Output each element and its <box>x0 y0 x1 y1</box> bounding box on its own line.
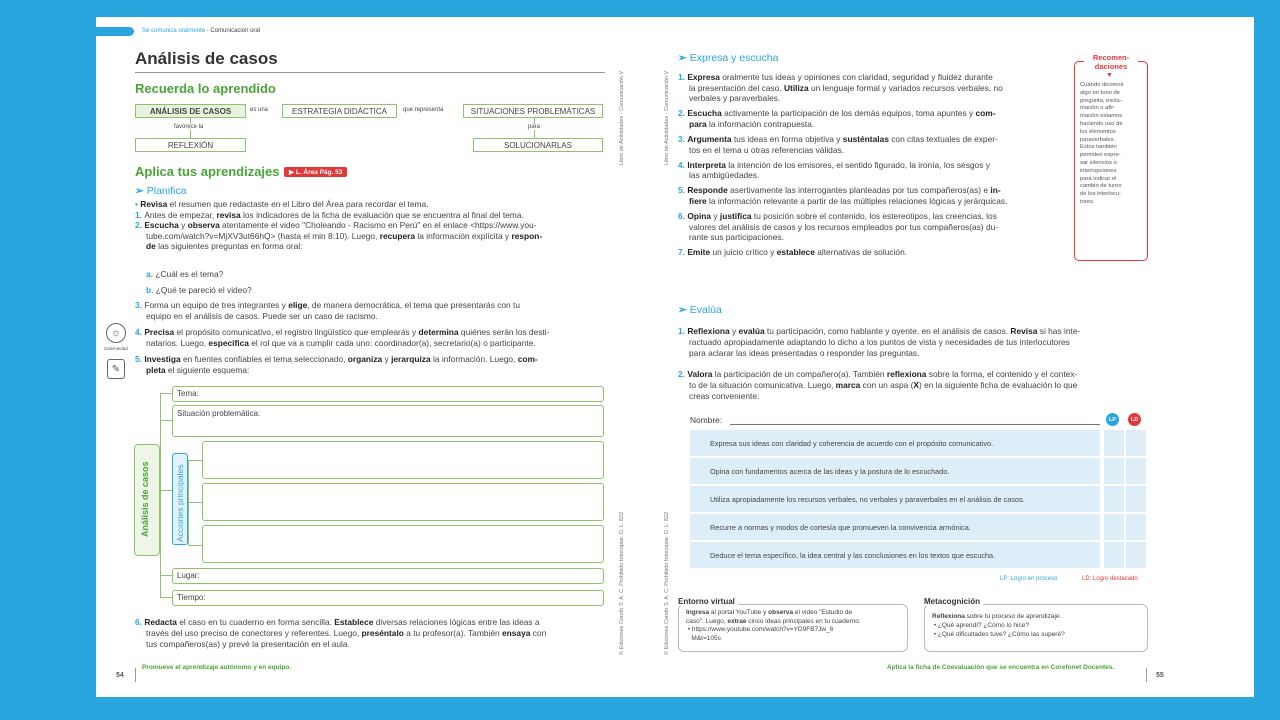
expresa-line-text: un lenguaje formal y variados recursos verbales, no <box>808 82 1003 93</box>
area-page-badge[interactable] <box>284 167 347 177</box>
item-6-text: a tu profesor(a). También <box>403 628 502 638</box>
item-4-bold: Precisa <box>144 327 175 337</box>
planifica-line-number: 2. <box>135 220 145 231</box>
item-6-text: el caso en tu cuaderno en forma sencilla. <box>176 617 335 627</box>
expresa-line-text: la presentación del caso. <box>689 82 784 93</box>
question-a <box>146 269 223 280</box>
evalua-bold: marca <box>835 380 861 390</box>
item-5-text: y <box>382 354 392 364</box>
expresa-item-number: 5. <box>678 185 688 196</box>
expresa-item-number: 1. <box>678 72 688 82</box>
evaluation-row <box>690 542 1100 568</box>
item-4-text: el rol que va a cumplir cada uno: coordinador(a), secretario(a) o participante. <box>248 338 536 348</box>
schema-tiempo-field[interactable] <box>172 590 604 606</box>
right-margin <box>1176 17 1254 697</box>
expresa-line <box>678 185 1068 196</box>
expresa-line-text: las ambigüedades. <box>689 170 760 181</box>
question-b-text: ¿Qué te pareció el video? <box>155 285 252 295</box>
expresa-line <box>678 160 1068 171</box>
map-favorece: favorece la <box>174 124 204 130</box>
expresa-line-text: la información relevante a partir de las múltiples relaciones lógicas y jerárquicas. <box>706 195 1008 206</box>
acciones-branch <box>188 545 202 546</box>
planifica-line-text: y <box>178 220 188 231</box>
section-recuerda: Recuerda lo aprendido <box>135 81 276 96</box>
item-5-bold: com- <box>517 354 538 364</box>
expresa-line-text: valores del análisis de casos y los recursos empleados por tus compañeros(as) du- <box>689 221 999 232</box>
evalua-bold: Reflexiona <box>687 326 730 336</box>
evaluation-table <box>690 430 1148 570</box>
item-6-bold: Redacta <box>144 617 177 627</box>
schema-branch <box>160 575 172 576</box>
meta-text: sobre tu proceso de aprendizaje. <box>964 613 1062 620</box>
lp-checkbox[interactable] <box>1104 458 1124 484</box>
evalua-item-1-line2: ractuado apropiadamente adaptando lo dicho a los puntos de vista y necesidades de tus interlocutores <box>689 337 1070 347</box>
evalua-item-2 <box>678 369 1077 380</box>
breadcrumb-marker <box>96 27 134 36</box>
ld-checkbox[interactable] <box>1126 514 1146 540</box>
expresa-line-text: Argumenta <box>687 133 732 144</box>
left-side-vertical-text: Libro de Actividades - Comunicación V <box>619 70 625 165</box>
lp-badge: LP <box>1106 413 1119 426</box>
arrow-circle-icon: ➢ <box>678 304 687 316</box>
expresa-line-text: Responde <box>687 185 728 196</box>
item-3-text: Forma un equipo de tres integrantes y <box>144 300 289 310</box>
expresa-line-text: tus ideas en forma objetiva y <box>731 133 843 144</box>
expresa-line-text: Escucha <box>687 108 722 119</box>
expresa-line-text: susténtalas <box>842 133 889 144</box>
item-5 <box>135 354 538 365</box>
expresa-line-text: oralmente tus ideas y opiniones con claridad, seguridad y fluidez durante <box>719 72 993 82</box>
right-page-number: 55 <box>1156 672 1164 679</box>
expresa-line-text: la intención de los emisores, el sentido figurado, la ironía, los sesgos y <box>725 159 990 170</box>
accion-field-2[interactable] <box>202 483 604 521</box>
ld-checkbox[interactable] <box>1126 542 1146 568</box>
schema-branch <box>160 420 172 421</box>
planifica-line-text: recupera <box>379 230 416 241</box>
schema-branch <box>160 597 172 598</box>
left-page-number: 54 <box>116 672 124 679</box>
expresa-line-text: in- <box>990 185 1001 196</box>
entorno-text: caso". Luego, <box>686 617 728 625</box>
ld-checkbox[interactable] <box>1126 430 1146 456</box>
right-side-vertical-text: Libro de Actividades - Comunicación V <box>664 70 670 165</box>
map-para: para <box>528 124 541 130</box>
acciones-trunk <box>188 460 189 546</box>
evaluation-row <box>690 458 1100 484</box>
item-4-text: quiénes serán los desti- <box>458 327 550 337</box>
evaluation-row <box>690 430 1100 456</box>
expresa-line <box>678 232 1068 243</box>
evalua-item-2-line3: creas conveniente: <box>689 391 760 401</box>
question-a-letter: a. <box>146 269 153 279</box>
planifica-line-text: el resumen que redactaste en el Libro del Área para recordar el tema. <box>167 199 429 209</box>
schema-branch <box>160 393 172 394</box>
item-5-text: en fuentes confiables el tema seleccionado, <box>180 354 348 364</box>
planifica-line-text: Escucha <box>144 220 179 231</box>
planifica-line-text: Antes de empezar, <box>144 209 217 220</box>
nombre-input-line[interactable] <box>730 424 1100 425</box>
item-3-text: , de manera democrática, el tema que presentarás con tu <box>307 300 521 310</box>
expresa-line-text: activamente la participación de los demás equipos, toma apuntes y <box>721 108 976 119</box>
schema-lugar-label: Lugar: <box>177 571 200 580</box>
expresa-item-number: 7. <box>678 247 688 258</box>
entorno-bold: observa <box>768 609 794 616</box>
expresa-line-text: establece <box>776 247 815 258</box>
evalua-text: y <box>729 326 739 336</box>
acciones-branch <box>188 460 202 461</box>
solemnidad-label: Solemnidad <box>104 346 128 351</box>
lp-checkbox[interactable] <box>1104 430 1124 456</box>
item-6-bold: preséntalo <box>361 628 404 638</box>
map-estrategia: ESTRATEGIA DIDÁCTICA <box>282 104 397 118</box>
item-5-line2 <box>146 365 249 376</box>
expresa-line-text: con citas textuales de exper- <box>888 133 998 144</box>
map-que-representa: que representa <box>403 107 444 113</box>
evaluation-row <box>690 514 1100 540</box>
evalua-bold: Valora <box>687 369 713 379</box>
planifica-line <box>135 231 605 242</box>
evaluation-criterion: Expresa sus ideas con claridad y coherencia de acuerdo con el propósito comunicativo. <box>710 438 994 448</box>
right-footer-text: Aplica la ficha de Coevaluación que se encuentra en Corefonet Docentes. <box>887 664 1115 671</box>
evalua-item-1 <box>678 326 1080 337</box>
entorno-bold: Ingresa <box>686 609 710 616</box>
evalua-bold: Revisa <box>1010 326 1038 336</box>
evalua-text: sobre la forma, el contenido y el contex- <box>926 369 1078 379</box>
expresa-item <box>678 108 1068 129</box>
evalua-item-1-line3: para aclarar las ideas presentadas o responder las preguntas. <box>689 348 920 358</box>
entorno-virtual-text: Ingresa al portal YouTube y observa el video "Estudio de caso". Luego, extrae cinco ideas principales en tu cuaderno. • https://www.youtube.com/watch?v=YD9FB7Jw_6 M&t=105s <box>686 609 861 642</box>
item-5-bold: jerarquiza <box>391 354 431 364</box>
item-4-bold: especifica <box>208 338 249 348</box>
evaluation-criterion: Recurre a normas y modos de cortesía que promueven la convivencia armónica. <box>710 522 971 532</box>
map-situaciones: SITUACIONES PROBLEMÁTICAS <box>463 104 603 118</box>
evaluation-criterion: Utiliza apropiadamente los recursos verbales, no verbales y paraverbales en el análisis de casos. <box>710 494 1025 504</box>
expresa-line-text: la información contrapuesta. <box>706 118 815 129</box>
item-5-bold: Investiga <box>144 354 181 364</box>
item-5-bold: organiza <box>347 354 383 364</box>
evalua-text: ) en la siguiente ficha de evaluación lo que <box>919 380 1078 390</box>
planifica-line-text: tube.com/watch?v=MjXV3ut66hQ> (hasta el min 8:10). Luego, <box>146 230 380 241</box>
item-4-number: 4. <box>135 327 142 337</box>
expresa-line-text: verbales y paraverbales. <box>689 93 781 104</box>
chevron-down-icon: ▼ <box>1106 72 1113 79</box>
item-6-bold: Establece <box>334 617 374 627</box>
section-aplica: Aplica tus aprendizajes <box>135 164 280 179</box>
expresa-line <box>678 196 1068 207</box>
expresa-item <box>678 211 1068 243</box>
evaluation-criterion: Deduce el tema específico, la idea central y las conclusiones en los textos que escucha. <box>710 550 996 560</box>
arrow-circle-icon: ➢ <box>135 185 144 197</box>
item-6-number: 6. <box>135 617 142 627</box>
lp-checkbox[interactable] <box>1104 542 1124 568</box>
ld-checkbox[interactable] <box>1126 458 1146 484</box>
accion-field-1[interactable] <box>202 441 604 479</box>
expresa-line-text: un juicio crítico y <box>710 247 777 258</box>
youtube-link[interactable]: https://www.youtube.com/watch?v=YD9FB7Jw_6 <box>691 626 834 633</box>
expresa-item <box>678 160 1068 181</box>
breadcrumb-part2: Comunicación oral <box>210 28 261 34</box>
expresa-line-text: Utiliza <box>783 82 809 93</box>
arrow-circle-icon: ➢ <box>678 52 687 64</box>
schema-root-label: Análisis de casos <box>140 461 150 537</box>
map-reflexion: REFLEXIÓN <box>135 138 246 152</box>
item-4 <box>135 327 549 338</box>
legend-lp: LP: Logro en proceso <box>1000 576 1058 582</box>
expresa-line-text: y <box>711 211 720 222</box>
expresa-line <box>678 247 1068 258</box>
metacognicion-title: Metacognición <box>924 597 983 606</box>
youtube-link-continued[interactable]: M&t=105s <box>691 634 721 642</box>
schema-branch <box>160 490 172 491</box>
left-side-copyright: © Ediciones Corefo S. A. C. Prohibido fotocopiar. D. L. 822 <box>619 511 625 655</box>
acciones-label: Acciones principales <box>175 464 185 542</box>
expresa-line <box>678 93 1068 104</box>
item-4-text: el propósito comunicativo, el registro lingüístico que emplearás y <box>174 327 419 337</box>
item-6-line3: tus compañeros(as) y prevé la presentación en el aula. <box>146 639 350 649</box>
item-6-text: con <box>530 628 547 638</box>
schema-situacion-field[interactable] <box>172 405 604 437</box>
evalua-text: la participación de un compañero(a). También <box>712 369 887 379</box>
entorno-bold: extrae <box>727 617 747 625</box>
evalua-item-1-number: 1. <box>678 326 685 336</box>
planifica-line-text: observa <box>187 220 220 231</box>
item-4-text: natarios. Luego, <box>146 338 209 348</box>
accion-field-3[interactable] <box>202 525 604 563</box>
ld-checkbox[interactable] <box>1126 486 1146 512</box>
expresa-line <box>678 83 1068 94</box>
evalua-text: tu participación, como hablante y oyente, en el análisis de casos. <box>764 326 1011 336</box>
expresa-line <box>678 170 1068 181</box>
left-footer-text: Promueve el aprendizaje autónomo y en equipo. <box>142 664 292 671</box>
item-5-number: 5. <box>135 354 142 364</box>
item-6 <box>135 617 540 628</box>
sub-evalua-label: Evalúa <box>689 304 722 316</box>
lp-checkbox[interactable] <box>1104 514 1124 540</box>
evalua-item-2-line2 <box>689 380 1077 391</box>
meta-question-1: ¿Qué aprendí? ¿Cómo lo hice? <box>937 622 1029 629</box>
expresa-line-text: fiere <box>689 195 707 206</box>
breadcrumb-separator: - <box>205 28 211 34</box>
entorno-text: al portal YouTube y <box>709 609 769 616</box>
evalua-text: to de la situación comunicativa. Luego, <box>689 380 836 390</box>
evalua-item-2-number: 2. <box>678 369 685 379</box>
entorno-virtual-title: Entorno virtual <box>678 597 738 606</box>
expresa-line-text: Expresa <box>687 72 720 82</box>
schema-tiempo-label: Tiempo: <box>177 593 206 602</box>
recommendations-text: Cuando decimos algo en tono de pregunta, excla- mación o afir- mación estamos haciendo uso de los elementos paraverbales. Estos también permiten expre- sar silencios o interrupciones para indicar el cambio de turno de los interlocu- tores. <box>1080 82 1124 205</box>
item-6-text: diversas relaciones lógicas entre las ideas a <box>373 617 540 627</box>
expresa-line <box>678 134 1068 145</box>
expresa-item-number: 2. <box>678 108 688 119</box>
item-4-line2 <box>146 338 536 349</box>
page-number-rule <box>135 668 136 682</box>
item-3 <box>135 300 520 311</box>
item-3-line2: equipo en el análisis de casos. Puede ser un caso de racismo. <box>146 311 378 321</box>
right-side-copyright: © Ediciones Corefo S. A. C. Prohibido fotocopiar. D. L. 822 <box>664 511 670 655</box>
expresa-line-text: Opina <box>687 211 712 222</box>
planifica-line-text: los indicadores de la ficha de evaluación que se encuentra al final del tema. <box>240 209 524 220</box>
planifica-line-number: 1. <box>135 209 145 220</box>
evaluation-row <box>690 486 1100 512</box>
planifica-line <box>135 220 605 231</box>
planifica-line-text: las siguientes preguntas en forma oral: <box>155 241 303 252</box>
title-rule <box>135 72 605 73</box>
evalua-text: con un aspa ( <box>860 380 914 390</box>
ld-badge: LD <box>1128 413 1141 426</box>
question-b-letter: b. <box>146 285 154 295</box>
entorno-text: el video "Estudio de <box>793 609 853 616</box>
item-5-text: el siguiente esquema: <box>165 365 250 375</box>
planifica-line-text: atentamente el video "Choleando - Racismo en Perú" en el enlace <https://www.you- <box>219 220 537 231</box>
planifica-line-number: • <box>135 199 141 209</box>
item-6-bold: ensaya <box>501 628 531 638</box>
schema-lugar-field[interactable] <box>172 568 604 584</box>
acciones-branch <box>188 502 202 503</box>
item-3-bold: elige <box>288 300 308 310</box>
map-analisis: ANÁLISIS DE CASOS <box>135 104 246 118</box>
item-5-text: la información. Luego, <box>430 354 518 364</box>
evaluation-criterion: Opina con fundamentos acerca de las ideas y la postura de lo escuchado. <box>710 466 950 476</box>
expresa-line-text: para <box>689 118 707 129</box>
item-4-bold: determina <box>418 327 459 337</box>
entorno-text: cinco ideas principales en tu cuaderno. <box>746 617 861 625</box>
book-icon: ▶ <box>289 169 296 176</box>
evalua-bold: X <box>913 380 920 390</box>
expresa-line-text: asertivamente las interrogantes planteadas por tus compañeros(as) e <box>727 185 991 196</box>
notebook-icon: ✎ <box>107 359 125 379</box>
lightbulb-icon: ☼ <box>106 323 126 343</box>
expresa-item <box>678 185 1068 206</box>
question-b <box>146 285 252 296</box>
evalua-bold: reflexiona <box>886 369 927 379</box>
expresa-line-text: justifica <box>719 211 752 222</box>
breadcrumb <box>142 28 260 34</box>
expresa-item-number: 3. <box>678 133 688 144</box>
area-badge-label: L. Área Pág. 53 <box>295 169 343 176</box>
breadcrumb-part1: Se comunica oralmente <box>142 28 206 34</box>
expresa-item <box>678 247 1068 258</box>
expresa-line <box>678 72 1068 83</box>
expresa-line <box>678 108 1068 119</box>
item-6-text: través del uso preciso de conectores y referentes. Luego, <box>146 628 362 638</box>
expresa-item <box>678 134 1068 155</box>
evalua-text: si has inte- <box>1037 326 1081 336</box>
planifica-line-text: respon- <box>511 230 543 241</box>
item-6-line2 <box>146 628 546 639</box>
metacognicion-text: Reflexiona sobre tu proceso de aprendizaje. • ¿Qué aprendí? ¿Cómo lo hice? • ¿Qué dificultades tuve? ¿Cómo las superé? <box>932 613 1065 638</box>
evalua-bold: evalúa <box>738 326 765 336</box>
schema-tema-label: Tema: <box>177 389 199 398</box>
sub-evalua <box>678 304 722 316</box>
planifica-line-text: de <box>146 241 156 252</box>
expresa-line <box>678 222 1068 233</box>
sub-planifica-label: Planifica <box>146 185 187 197</box>
item-3-number: 3. <box>135 300 142 310</box>
lp-checkbox[interactable] <box>1104 486 1124 512</box>
expresa-item-number: 6. <box>678 211 688 222</box>
schema-trunk <box>160 393 161 598</box>
map-es-una: es una <box>250 107 269 113</box>
item-5-bold: pleta <box>146 365 166 375</box>
page-title: Análisis de casos <box>135 49 278 68</box>
map-solucionarlas: SOLUCIONARLAS <box>473 138 603 152</box>
expresa-line <box>678 145 1068 156</box>
nombre-label: Nombre: <box>690 415 723 425</box>
page-number-rule <box>1146 668 1147 682</box>
sub-planifica <box>135 185 186 197</box>
planifica-line-text: revisa <box>216 209 241 220</box>
expresa-line-text: rante sus participaciones. <box>689 232 784 243</box>
expresa-line-text: tu posición sobre el contenido, los estereotipos, las creencias, los <box>751 211 997 222</box>
recommendations-title: Recomen- daciones <box>1084 53 1138 71</box>
expresa-item-number: 4. <box>678 159 688 170</box>
expresa-line-text: com- <box>975 108 996 119</box>
planifica-line <box>135 210 605 221</box>
expresa-line <box>678 119 1068 130</box>
expresa-line-text: alternativas de solución. <box>814 247 908 258</box>
question-a-text: ¿Cuál es el tema? <box>155 269 224 279</box>
planifica-line-text: la información explícita y <box>415 230 512 241</box>
expresa-list <box>678 72 1068 262</box>
expresa-line <box>678 211 1068 222</box>
sub-expresa-label: Expresa y escucha <box>689 52 779 64</box>
planifica-list <box>135 199 605 252</box>
meta-question-2: ¿Qué dificultades tuve? ¿Cómo las superé? <box>937 631 1065 638</box>
expresa-line-text: tos en el tema u otras referencias válidas. <box>689 144 845 155</box>
expresa-line-text: Interpreta <box>687 159 726 170</box>
planifica-line <box>135 241 605 252</box>
schema-tema-field[interactable] <box>172 386 604 402</box>
expresa-line-text: Emite <box>687 247 711 258</box>
legend-ld: LD: Logro destacado <box>1082 576 1138 582</box>
expresa-item <box>678 72 1068 104</box>
sub-expresa <box>678 52 778 64</box>
meta-bold: Reflexiona <box>932 613 965 620</box>
planifica-line-text: Revisa <box>140 199 168 209</box>
schema-situacion-label: Situación problemática: <box>177 409 261 418</box>
planifica-line <box>135 199 605 210</box>
